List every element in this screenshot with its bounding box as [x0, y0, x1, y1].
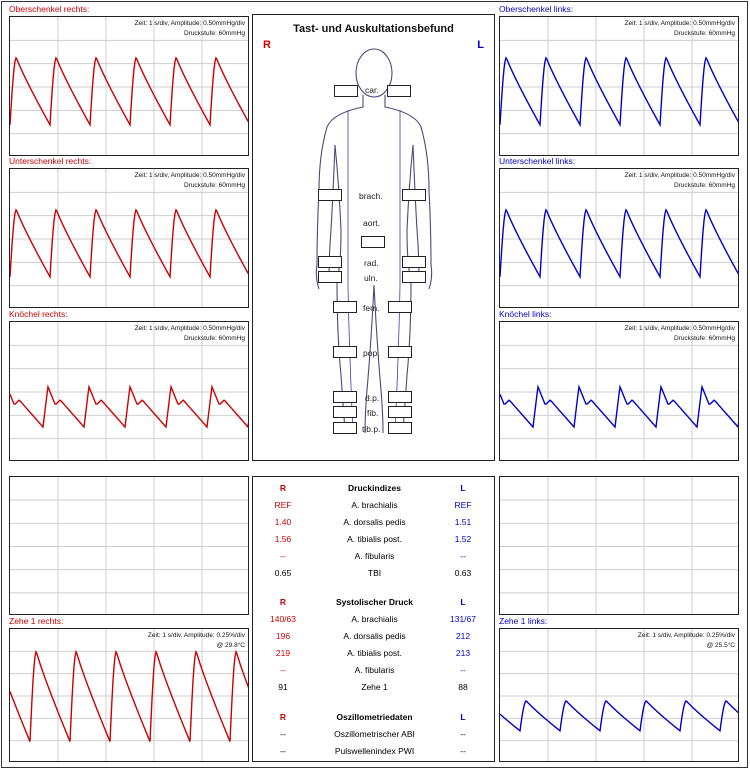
meta-pressure: Druckstufe: 60mmHg — [183, 182, 245, 189]
cell-label: Zehe 1 — [361, 682, 388, 692]
label-fib: fib. — [367, 408, 379, 418]
pulse-box-pop-l[interactable] — [388, 346, 412, 358]
side-label-right: R — [263, 39, 271, 51]
label-aort: aort. — [363, 218, 381, 228]
pulse-box-uln-l[interactable] — [402, 271, 426, 283]
cell-label: A. brachialis — [351, 614, 398, 624]
cell-label: A. fibularis — [354, 665, 395, 675]
graph-meta — [625, 19, 735, 39]
meta-pressure: Druckstufe: 60mmHg — [673, 30, 735, 37]
cell-r: 91 — [278, 682, 288, 692]
table-row — [253, 565, 494, 582]
cell-r: -- — [280, 729, 286, 739]
header-l: L — [460, 712, 466, 722]
label-car: car. — [365, 85, 379, 95]
pulse-box-rad-r[interactable] — [318, 256, 342, 268]
header-l: L — [460, 483, 466, 493]
cell-r: 0.65 — [274, 568, 292, 578]
header-title: Systolischer Druck — [335, 597, 413, 607]
cell-r: 196 — [275, 631, 291, 641]
cell-l: 213 — [455, 648, 471, 658]
empty-graph-left — [499, 476, 739, 615]
table-header — [253, 594, 494, 611]
header-r: R — [279, 597, 287, 607]
header-title: Oszillometriedaten — [336, 712, 413, 722]
table-row — [253, 531, 494, 548]
auscultation-panel — [252, 14, 495, 461]
graph-meta — [148, 631, 245, 651]
cell-l: 131/67 — [450, 614, 476, 624]
pulse-box-dp-l[interactable] — [388, 391, 412, 403]
panel-title: Knöchel links: — [499, 309, 552, 319]
pulse-box-brach-r[interactable] — [318, 189, 342, 201]
waveform-graph — [499, 16, 739, 156]
results-table — [252, 476, 495, 762]
pulse-box-fem-r[interactable] — [333, 301, 357, 313]
panel-title: Unterschenkel rechts: — [9, 156, 92, 166]
label-uln: uln. — [364, 273, 378, 283]
graph-meta — [625, 171, 735, 191]
waveform-trace — [500, 210, 739, 277]
auscultation-title: Tast- und Auskultationsbefund — [293, 23, 454, 35]
header-r: R — [279, 483, 287, 493]
cell-r: -- — [280, 551, 286, 561]
pulse-box-aort[interactable] — [361, 236, 385, 248]
waveform-trace — [10, 58, 249, 125]
cell-r: 219 — [275, 648, 291, 658]
label-fem: fem. — [363, 303, 380, 313]
label-pop: pop. — [363, 348, 380, 358]
grid-lines — [10, 477, 249, 615]
grid-lines — [500, 477, 739, 615]
cell-l: -- — [460, 746, 466, 756]
side-label-left: L — [477, 39, 484, 51]
meta-scale: Zeit: 1 s/div, Amplitude: 0.50mmHg/div — [134, 172, 245, 179]
waveform-graph — [9, 16, 249, 156]
table-header — [253, 709, 494, 726]
cell-r: 1.56 — [274, 534, 292, 544]
pulse-box-fib-r[interactable] — [333, 406, 357, 418]
label-tibp: tib.p. — [362, 424, 381, 434]
waveform-trace — [10, 387, 249, 427]
cell-l: -- — [460, 665, 466, 675]
empty-grid — [10, 477, 249, 615]
panel-title: Zehe 1 rechts: — [9, 616, 64, 626]
panel-title: Knöchel rechts: — [9, 309, 68, 319]
header-l: L — [460, 597, 466, 607]
meta-temperature: @ 25.5°C — [706, 642, 735, 649]
cell-l: 88 — [458, 682, 468, 692]
empty-graph-right — [9, 476, 249, 615]
cell-label: TBI — [367, 568, 382, 578]
panel-title: Oberschenkel rechts: — [9, 4, 90, 14]
graph-meta — [135, 171, 245, 191]
table-row — [253, 514, 494, 531]
waveform-graph — [499, 628, 739, 762]
cell-label: A. tibialis post. — [347, 534, 402, 544]
waveform-graph — [499, 321, 739, 461]
meta-scale: Zeit: 1 s/div, Amplitude: 0.25%/div — [147, 632, 245, 639]
table-header — [253, 480, 494, 497]
cell-label: A. dorsalis pedis — [343, 631, 406, 641]
meta-scale: Zeit: 1 s/div, Amplitude: 0.50mmHg/div — [624, 325, 735, 332]
meta-temperature: @ 29.8°C — [216, 642, 245, 649]
table-row — [253, 611, 494, 628]
pulse-box-tibp-r[interactable] — [333, 422, 357, 434]
meta-scale: Zeit: 1 s/div, Amplitude: 0.50mmHg/div — [624, 20, 735, 27]
meta-pressure: Druckstufe: 60mmHg — [673, 182, 735, 189]
meta-pressure: Druckstufe: 60mmHg — [183, 30, 245, 37]
cell-label: A. dorsalis pedis — [343, 517, 406, 527]
graph-meta — [135, 324, 245, 344]
empty-grid — [500, 477, 739, 615]
pulse-box-dp-r[interactable] — [333, 391, 357, 403]
label-brach: brach. — [359, 191, 383, 201]
label-dp: d.p. — [365, 393, 380, 403]
waveform-graph — [499, 168, 739, 308]
meta-scale: Zeit: 1 s/div, Amplitude: 0.50mmHg/div — [134, 325, 245, 332]
cell-l: 1.51 — [454, 517, 472, 527]
waveform-graph — [9, 628, 249, 762]
waveform-trace — [500, 387, 739, 427]
meta-scale: Zeit: 1 s/div, Amplitude: 0.50mmHg/div — [624, 172, 735, 179]
cell-label: A. tibialis post. — [347, 648, 402, 658]
cell-r: REF — [274, 500, 292, 510]
table-row — [253, 628, 494, 645]
header-r: R — [279, 712, 287, 722]
cell-label: A. fibularis — [354, 551, 395, 561]
waveform-trace — [10, 652, 249, 742]
meta-scale: Zeit: 1 s/div, Amplitude: 0.25%/div — [637, 632, 735, 639]
graph-meta — [135, 19, 245, 39]
cell-l: -- — [460, 729, 466, 739]
table-row — [253, 726, 494, 743]
cell-label: Oszillometrischer ABI — [334, 729, 415, 739]
pulse-box-tibp-l[interactable] — [388, 422, 412, 434]
cell-r: -- — [280, 746, 286, 756]
pulse-box-uln-r[interactable] — [318, 271, 342, 283]
cell-l: 0.63 — [454, 568, 472, 578]
table-row — [253, 743, 494, 760]
meta-pressure: Druckstufe: 60mmHg — [183, 335, 245, 342]
meta-pressure: Druckstufe: 60mmHg — [673, 335, 735, 342]
cell-label: Pulswellenindex PWI — [334, 746, 415, 756]
waveform-graph — [9, 168, 249, 308]
pulse-box-pop-r[interactable] — [333, 346, 357, 358]
table-row — [253, 679, 494, 696]
waveform-trace — [500, 701, 739, 731]
pulse-box-fib-l[interactable] — [388, 406, 412, 418]
graph-meta — [638, 631, 735, 651]
pulse-box-rad-l[interactable] — [402, 256, 426, 268]
header-title: Druckindizes — [348, 483, 401, 493]
waveform-graph — [9, 321, 249, 461]
pulse-box-brach-l[interactable] — [402, 189, 426, 201]
cell-l: REF — [454, 500, 472, 510]
cell-r: 1.40 — [274, 517, 292, 527]
waveform-trace — [500, 58, 739, 125]
meta-scale: Zeit: 1 s/div, Amplitude: 0.50mmHg/div — [134, 20, 245, 27]
graph-meta — [625, 324, 735, 344]
pulse-box-car-l[interactable] — [387, 85, 411, 97]
panel-title: Zehe 1 links: — [499, 616, 548, 626]
cell-r: -- — [280, 665, 286, 675]
label-rad: rad. — [364, 258, 379, 268]
cell-l: 1.52 — [454, 534, 472, 544]
waveform-trace — [10, 210, 249, 277]
table-row — [253, 662, 494, 679]
cell-label: A. brachialis — [351, 500, 398, 510]
cell-l: -- — [460, 551, 466, 561]
panel-title: Unterschenkel links: — [499, 156, 576, 166]
cell-l: 212 — [455, 631, 471, 641]
table-row — [253, 548, 494, 565]
pulse-box-fem-l[interactable] — [388, 301, 412, 313]
table-row — [253, 497, 494, 514]
cell-r: 140/63 — [270, 614, 296, 624]
pulse-box-car-r[interactable] — [334, 85, 358, 97]
panel-title: Oberschenkel links: — [499, 4, 574, 14]
table-row — [253, 645, 494, 662]
